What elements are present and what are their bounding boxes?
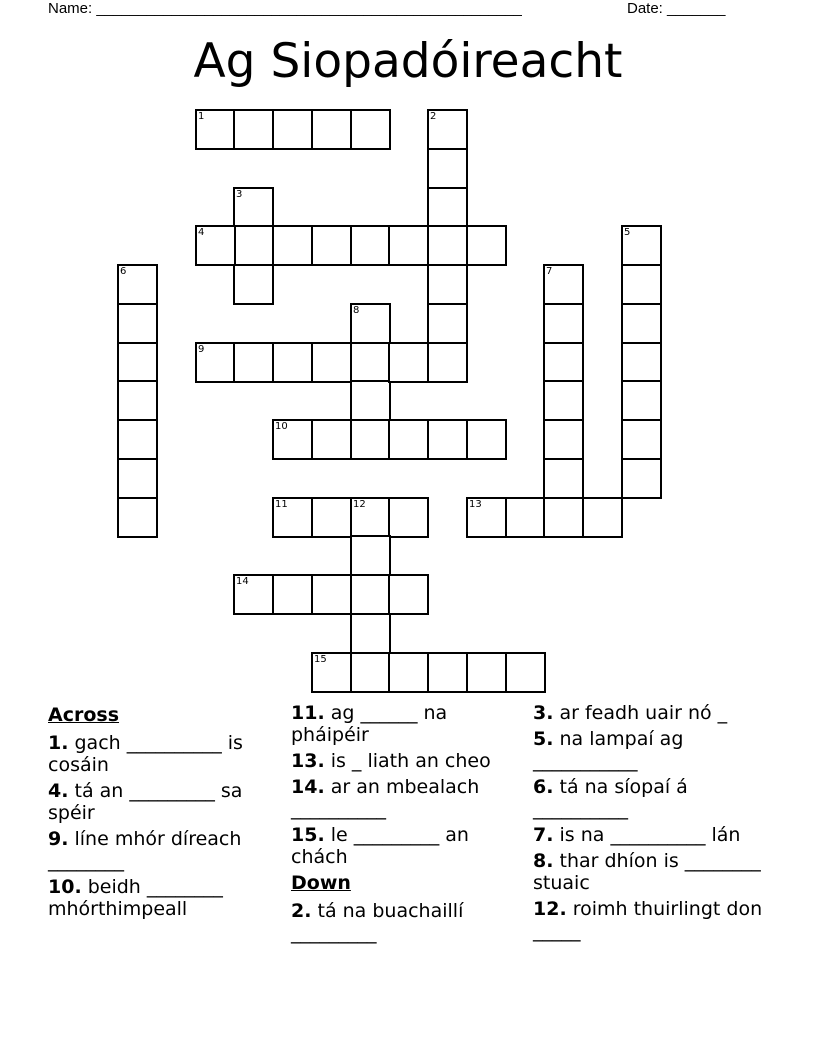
grid-cell[interactable] xyxy=(272,574,313,615)
grid-cell[interactable] xyxy=(311,574,352,615)
grid-cell[interactable] xyxy=(233,187,274,228)
grid-cell[interactable] xyxy=(117,264,158,305)
down-clue-7: 7. is na __________ lán xyxy=(533,824,741,846)
grid-cell[interactable] xyxy=(466,419,507,460)
grid-cell[interactable] xyxy=(466,497,507,538)
clues-column-2 xyxy=(291,702,513,948)
grid-cell[interactable] xyxy=(621,458,662,499)
grid-cell[interactable] xyxy=(272,109,313,150)
grid-cell[interactable] xyxy=(621,225,662,266)
grid-cell[interactable] xyxy=(388,225,429,266)
grid-cell[interactable] xyxy=(195,342,236,383)
grid-cell[interactable] xyxy=(117,419,158,460)
across-clue-10: 10. beidh ________ mhórthimpeall xyxy=(48,876,223,920)
grid-cell[interactable] xyxy=(621,380,662,421)
down-heading: Down xyxy=(291,872,351,894)
grid-cell[interactable] xyxy=(311,497,352,538)
clue-number: 7 xyxy=(546,266,553,277)
grid-cell[interactable] xyxy=(543,264,584,305)
grid-cell[interactable] xyxy=(117,380,158,421)
down-clue-3: 3. ar feadh uair nó _ xyxy=(533,702,728,724)
clue-number: 8 xyxy=(353,305,360,316)
grid-cell[interactable] xyxy=(350,419,391,460)
grid-cell[interactable] xyxy=(350,535,391,576)
name-field: Name: ___________________________________________________ xyxy=(48,0,522,17)
clue-number: 6 xyxy=(120,266,127,277)
clue-number: 14 xyxy=(236,576,249,587)
grid-cell[interactable] xyxy=(543,419,584,460)
clue-number: 15 xyxy=(314,654,327,665)
grid-cell[interactable] xyxy=(427,148,468,189)
across-clue-14: 14. ar an mbealach __________ xyxy=(291,776,480,820)
grid-cell[interactable] xyxy=(582,497,623,538)
grid-cell[interactable] xyxy=(543,303,584,344)
down-clue-2: 2. tá na buachaillí _________ xyxy=(291,900,464,944)
grid-cell[interactable] xyxy=(311,225,352,266)
grid-cell[interactable] xyxy=(272,497,313,538)
grid-cell[interactable] xyxy=(621,303,662,344)
date-field: Date: _______ xyxy=(627,0,726,17)
grid-cell[interactable] xyxy=(233,264,274,305)
grid-cell[interactable] xyxy=(543,497,584,538)
grid-cell[interactable] xyxy=(427,109,468,150)
clue-number: 5 xyxy=(624,227,631,238)
grid-cell[interactable] xyxy=(233,574,274,615)
grid-cell[interactable] xyxy=(195,225,236,266)
clue-number: 12 xyxy=(353,499,366,510)
grid-cell[interactable] xyxy=(388,342,429,383)
grid-cell[interactable] xyxy=(427,187,468,228)
clue-number: 3 xyxy=(236,189,243,200)
clue-number: 13 xyxy=(469,499,482,510)
grid-cell[interactable] xyxy=(388,497,429,538)
grid-cell[interactable] xyxy=(117,342,158,383)
grid-cell[interactable] xyxy=(350,380,391,421)
grid-cell[interactable] xyxy=(505,497,546,538)
grid-cell[interactable] xyxy=(350,109,391,150)
grid-cell[interactable] xyxy=(233,109,274,150)
grid-cell[interactable] xyxy=(350,342,391,383)
grid-cell[interactable] xyxy=(427,652,468,693)
down-clue-6: 6. tá na síopaí á __________ xyxy=(533,776,688,820)
grid-cell[interactable] xyxy=(311,419,352,460)
grid-cell[interactable] xyxy=(427,419,468,460)
page-title: Ag Siopadóireacht xyxy=(193,34,623,89)
grid-cell[interactable] xyxy=(272,225,313,266)
grid-cell[interactable] xyxy=(505,652,546,693)
grid-cell[interactable] xyxy=(117,497,158,538)
grid-cell[interactable] xyxy=(233,342,274,383)
grid-cell[interactable] xyxy=(311,109,352,150)
grid-cell[interactable] xyxy=(466,225,507,266)
clue-number: 9 xyxy=(198,344,205,355)
across-clue-9: 9. líne mhór díreach ________ xyxy=(48,828,242,872)
grid-cell[interactable] xyxy=(427,264,468,305)
clue-number: 11 xyxy=(275,499,288,510)
across-clue-1: 1. gach __________ is cosáin xyxy=(48,732,243,776)
grid-cell[interactable] xyxy=(621,419,662,460)
grid-cell[interactable] xyxy=(388,574,429,615)
grid-cell[interactable] xyxy=(543,458,584,499)
grid-cell[interactable] xyxy=(311,652,352,693)
grid-cell[interactable] xyxy=(543,380,584,421)
across-heading: Across xyxy=(48,704,120,726)
clue-number: 4 xyxy=(198,227,205,238)
grid-cell[interactable] xyxy=(195,109,236,150)
grid-cell[interactable] xyxy=(117,303,158,344)
grid-cell[interactable] xyxy=(272,419,313,460)
grid-cell[interactable] xyxy=(543,342,584,383)
clues-column-1 xyxy=(48,702,270,924)
down-clue-12: 12. roimh thuirlingt don _____ xyxy=(533,898,763,942)
clues-column-3 xyxy=(533,702,773,946)
grid-cell[interactable] xyxy=(350,574,391,615)
grid-cell[interactable] xyxy=(388,419,429,460)
grid-cell[interactable] xyxy=(466,652,507,693)
grid-cell[interactable] xyxy=(272,342,313,383)
across-clue-13: 13. is _ liath an cheo xyxy=(291,750,491,772)
across-clue-15: 15. le _________ an chách xyxy=(291,824,469,868)
grid-cell[interactable] xyxy=(350,613,391,654)
grid-cell[interactable] xyxy=(388,652,429,693)
down-clue-5: 5. na lampaí ag ___________ xyxy=(533,728,684,772)
grid-cell[interactable] xyxy=(427,303,468,344)
across-clue-4: 4. tá an _________ sa spéir xyxy=(48,780,243,824)
grid-cell[interactable] xyxy=(350,225,391,266)
grid-cell[interactable] xyxy=(427,342,468,383)
grid-cell[interactable] xyxy=(621,342,662,383)
grid-cell[interactable] xyxy=(117,458,158,499)
grid-cell[interactable] xyxy=(233,225,274,266)
clue-number: 1 xyxy=(198,111,205,122)
grid-cell[interactable] xyxy=(427,225,468,266)
grid-cell[interactable] xyxy=(311,342,352,383)
grid-cell[interactable] xyxy=(350,497,391,538)
clue-number: 10 xyxy=(275,421,288,432)
clue-number: 2 xyxy=(430,111,437,122)
grid-cell[interactable] xyxy=(621,264,662,305)
down-clue-8: 8. thar dhíon is ________ stuaic xyxy=(533,850,761,894)
grid-cell[interactable] xyxy=(350,652,391,693)
across-clue-11: 11. ag ______ na pháipéir xyxy=(291,702,448,746)
grid-cell[interactable] xyxy=(350,303,391,344)
